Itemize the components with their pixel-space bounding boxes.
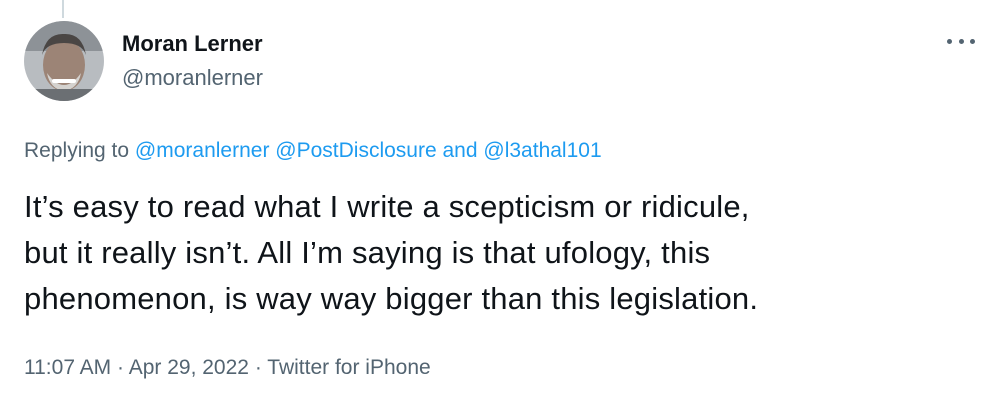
avatar[interactable] — [24, 21, 104, 101]
replying-to-label: Replying to — [24, 139, 130, 162]
mention-conjunction[interactable]: and — [442, 139, 478, 162]
author-handle[interactable]: @moranlerner — [122, 65, 263, 90]
more-horizontal-icon — [947, 39, 952, 44]
more-options-button[interactable] — [947, 32, 975, 50]
replying-to-line — [24, 139, 602, 163]
mention-link[interactable]: @l3athal101 — [483, 139, 602, 162]
mention-link[interactable]: @PostDisclosure — [275, 139, 437, 162]
tweet-time[interactable]: 11:07 AM — [24, 356, 112, 379]
tweet-source[interactable]: Twitter for iPhone — [267, 356, 431, 379]
more-horizontal-icon — [970, 39, 975, 44]
author-name[interactable]: Moran Lerner — [122, 31, 263, 56]
avatar-photo — [24, 21, 104, 101]
tweet-text-line: but it really isn’t. All I’m saying is that ufology, this — [24, 235, 711, 270]
meta-separator: · — [117, 356, 125, 379]
tweet-text-line: It’s easy to read what I write a scepticism or ridicule, — [24, 189, 750, 224]
tweet-date[interactable]: Apr 29, 2022 — [128, 356, 249, 379]
tweet-text — [24, 184, 984, 322]
author-block — [122, 30, 263, 92]
mention-link[interactable]: @moranlerner — [134, 139, 270, 162]
meta-separator: · — [254, 356, 262, 379]
tweet-text-line: phenomenon, is way way bigger than this legislation. — [24, 281, 759, 316]
tweet-meta — [24, 356, 431, 380]
thread-connector-line — [62, 0, 64, 18]
more-horizontal-icon — [959, 39, 964, 44]
